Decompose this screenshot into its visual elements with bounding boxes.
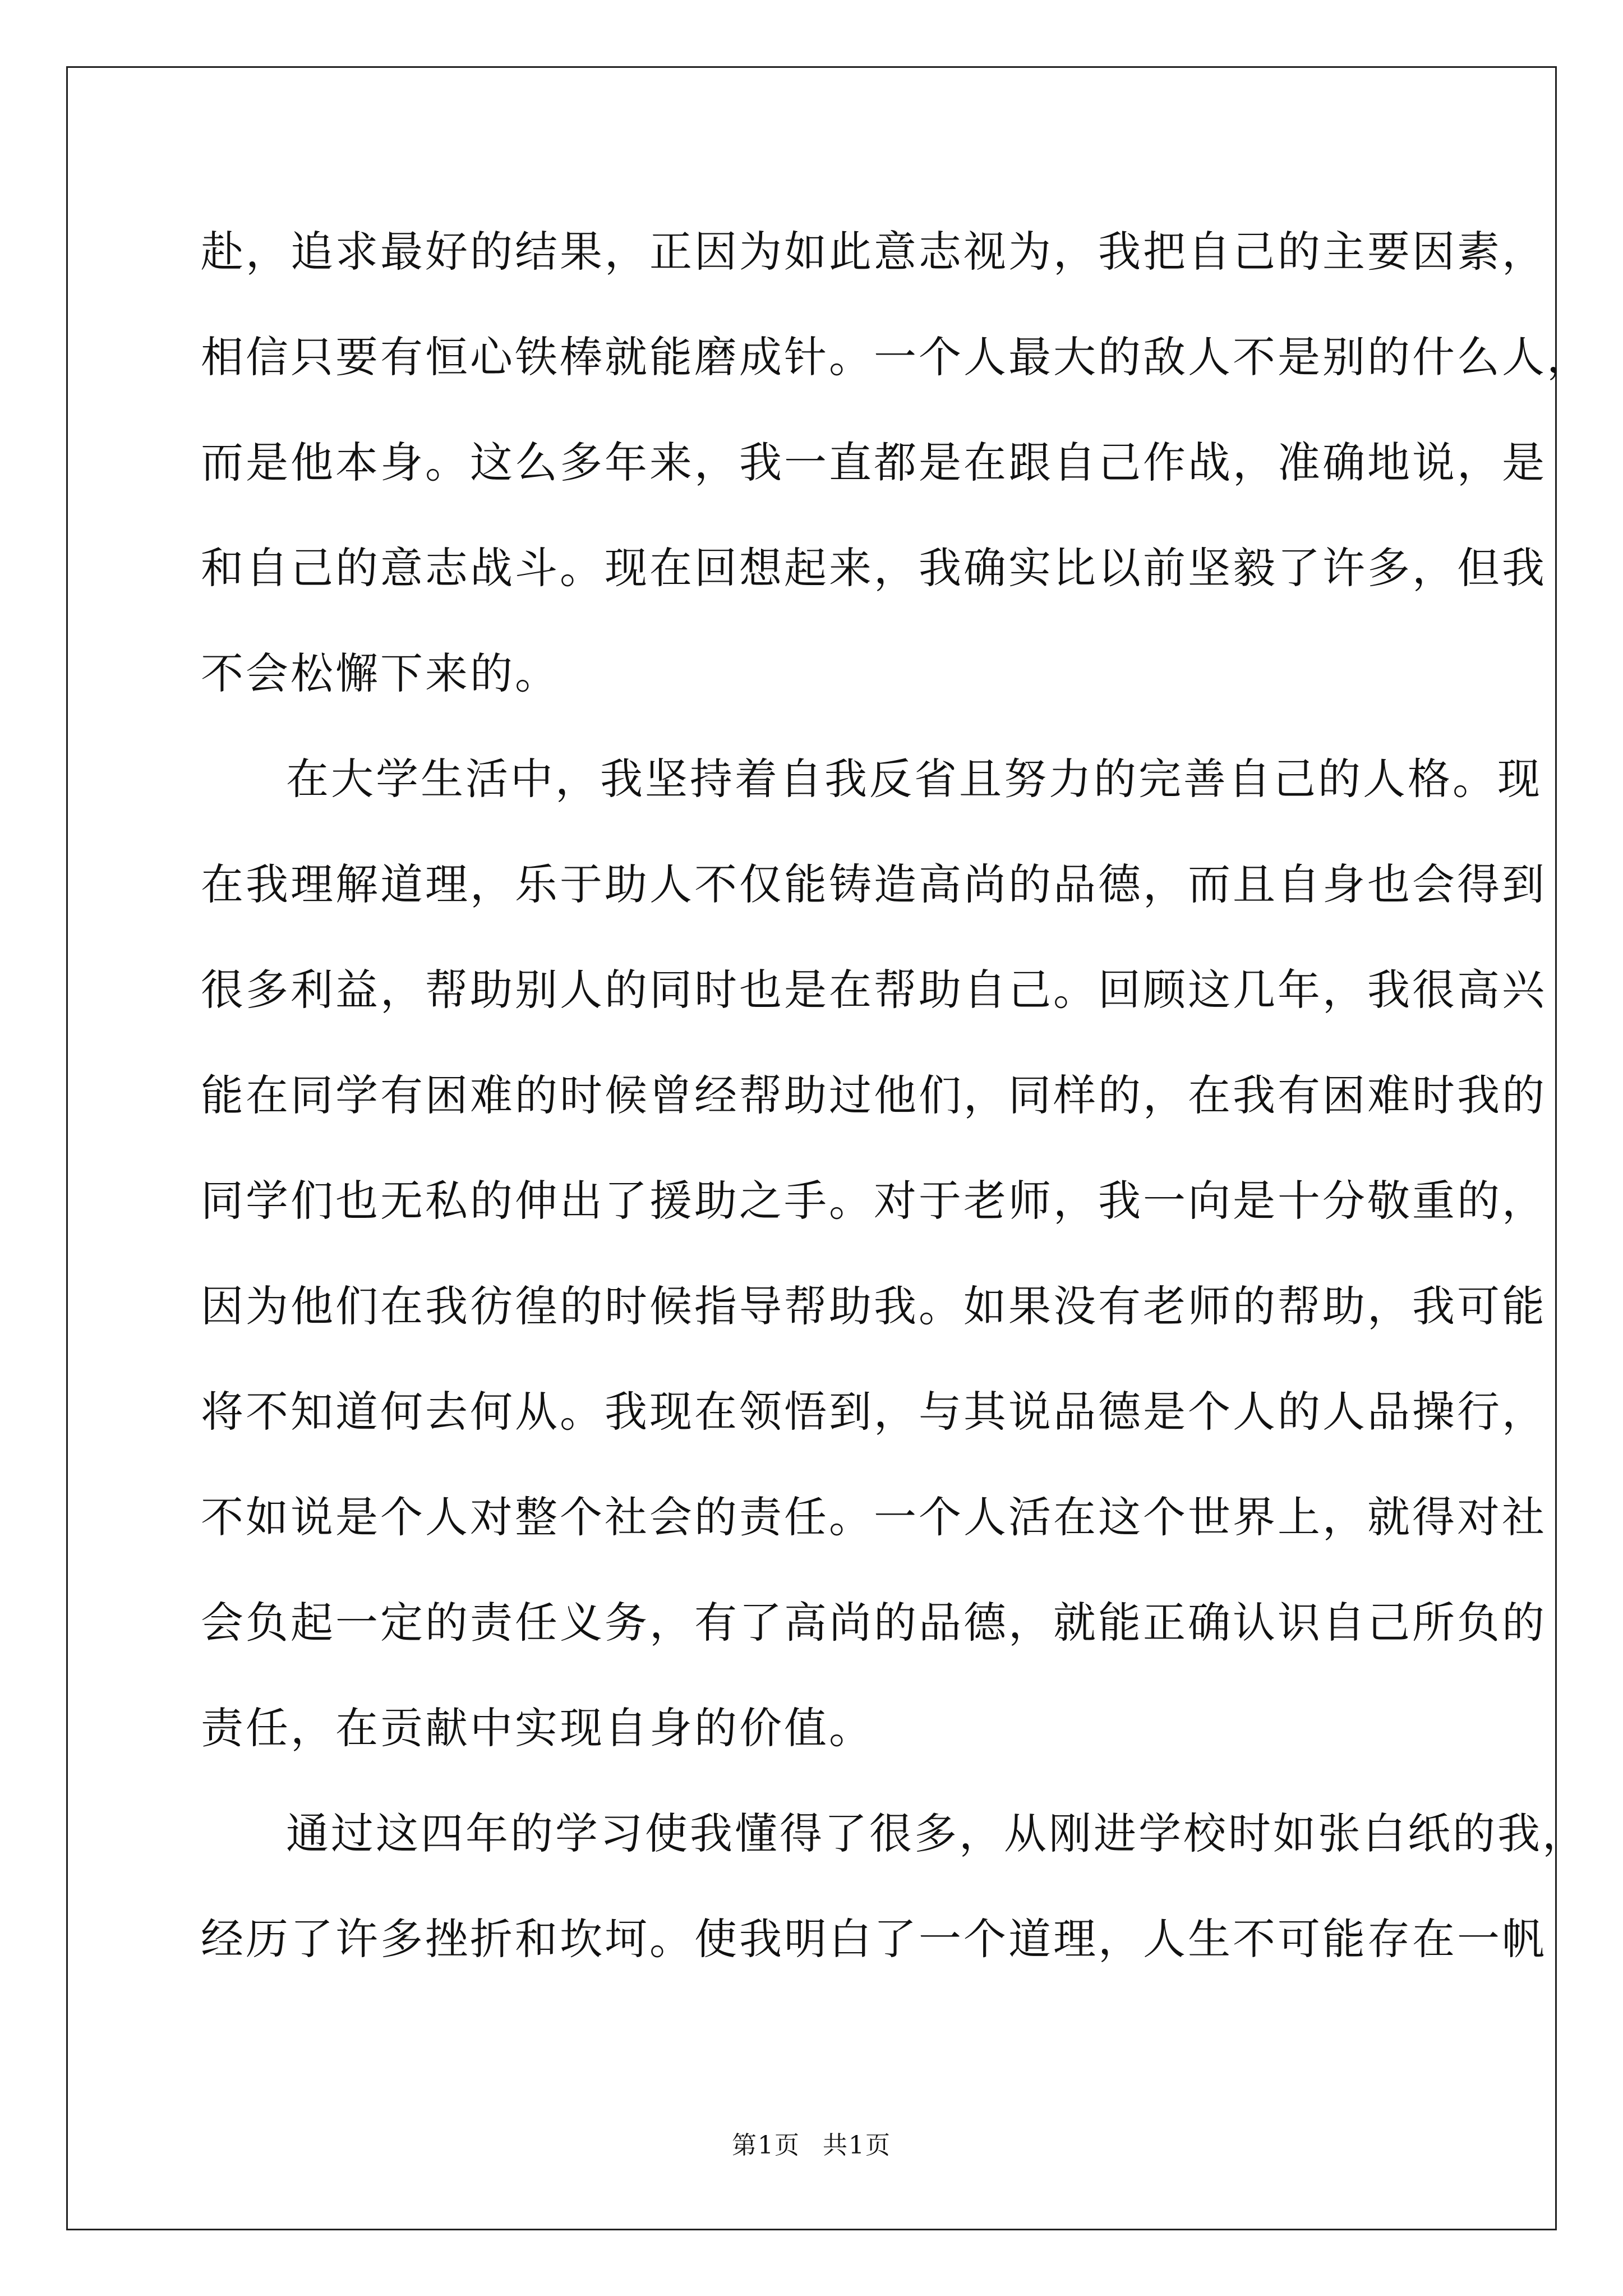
page-footer: [0, 2125, 1623, 2161]
text-line: 会负起一定的责任义务，有了高尚的品德，就能正确认识自己所负的: [201, 1598, 1547, 1648]
text-line: 责任，在贡献中实现自身的价值。: [201, 1703, 874, 1753]
text-line: 将不知道何去何从。我现在领悟到，与其说品德是个人的人品操行，: [201, 1387, 1547, 1437]
text-line: 能在同学有困难的时候曾经帮助过他们，同样的，在我有困难时我的: [201, 1070, 1547, 1120]
text-line: 经历了许多挫折和坎坷。使我明白了一个道理，人生不可能存在一帆: [201, 1914, 1547, 1964]
document-body: [201, 199, 1592, 1992]
text-line: 不如说是个人对整个社会的责任。一个人活在这个世界上，就得对社: [201, 1492, 1547, 1542]
text-line: 很多利益，帮助别人的同时也是在帮助自己。回顾这几年，我很高兴: [201, 965, 1547, 1015]
text-line: 因为他们在我彷徨的时候指导帮助我。如果没有老师的帮助，我可能: [201, 1281, 1547, 1331]
text-line: 和自己的意志战斗。现在回想起来，我确实比以前坚毅了许多，但我: [201, 543, 1547, 593]
text-line: 同学们也无私的伸出了援助之手。对于老师，我一向是十分敬重的，: [201, 1176, 1547, 1226]
page-total: 共1页: [823, 2131, 891, 2160]
text-line: 相信只要有恒心铁棒就能磨成针。一个人最大的敌人不是别的什么人，: [201, 332, 1592, 382]
paragraph-start-line: 通过这四年的学习使我懂得了很多，从刚进学校时如张白纸的我，: [286, 1809, 1587, 1858]
text-line: 赴，追求最好的结果，正因为如此意志视为，我把自己的主要因素，: [201, 227, 1547, 277]
text-line: 不会松懈下来的。: [201, 648, 560, 698]
text-line: 而是他本身。这么多年来，我一直都是在跟自己作战，准确地说，是: [201, 438, 1547, 487]
paragraph-start-line: 在大学生活中，我坚持着自我反省且努力的完善自己的人格。现: [286, 754, 1542, 804]
page-number: 第1页: [732, 2131, 800, 2160]
text-line: 在我理解道理，乐于助人不仅能铸造高尚的品德，而且自身也会得到: [201, 859, 1547, 909]
